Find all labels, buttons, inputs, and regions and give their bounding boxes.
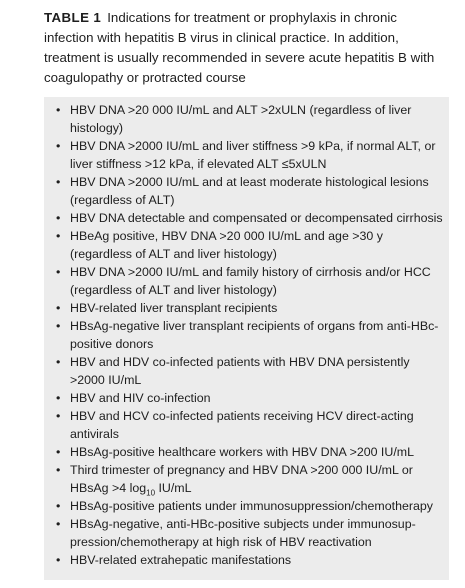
list-item-text: HBsAg-positive healthcare workers with HBV DNA >200 IU/mL — [70, 445, 414, 459]
bullet-icon: • — [56, 445, 61, 459]
list-item — [56, 101, 443, 137]
list-item-text: HBV-related liver transplant recipients — [70, 301, 278, 315]
list-item-text: Third trimester of pregnancy and HBV DNA >200 000 IU/mL or HBsAg >4 log — [70, 463, 413, 495]
list-item — [56, 263, 443, 299]
list-item — [56, 137, 443, 173]
bullet-icon: • — [56, 229, 61, 243]
list-item-text: HBsAg-positive patients under immunosuppression/chemotherapy — [70, 499, 433, 513]
bullet-icon: • — [56, 517, 61, 531]
list-item-text: HBsAg-negative, anti-HBc-positive subjects under immunosup-pression/chemotherapy at high risk of HBV reactivation — [70, 517, 416, 549]
list-item — [56, 443, 443, 461]
bullet-icon: • — [56, 391, 61, 405]
list-item — [56, 407, 443, 443]
list-item — [56, 227, 443, 263]
table-caption-text: Indications for treatment or prophylaxis in chronic infection with hepatitis B virus in clinical practice. In addition, treatment is usually recommended in severe acute hepatitis B with coagulopathy or protracted course — [44, 10, 435, 85]
list-item — [56, 299, 443, 317]
list-item — [56, 173, 443, 209]
list-item — [56, 497, 443, 515]
bullet-icon: • — [56, 301, 61, 315]
list-item-text: HBV-related extrahepatic manifestations — [70, 553, 292, 567]
list-item-text: HBV and HIV co-infection — [70, 391, 211, 405]
list-item — [56, 389, 443, 407]
bullet-icon: • — [56, 139, 61, 153]
list-item-text: HBV and HCV co-infected patients receiving HCV direct-acting antivirals — [70, 409, 414, 441]
list-item-text: HBV DNA >2000 IU/mL and at least moderate histological lesions (regardless of ALT) — [70, 175, 429, 207]
bullet-icon: • — [56, 409, 61, 423]
list-item-text-end: IU/mL — [155, 481, 192, 495]
list-item — [56, 209, 443, 227]
list-item — [56, 551, 443, 569]
list-item-text: HBV DNA >2000 IU/mL and liver stiffness >9 kPa, if normal ALT, or liver stiffness >12 kPa, if elevated ALT ≤5xULN — [70, 139, 436, 171]
bullet-icon: • — [56, 103, 61, 117]
list-item-text: HBV DNA >20 000 IU/mL and ALT >2xULN (regardless of liver histology) — [70, 103, 412, 135]
table-caption — [44, 8, 444, 88]
list-item-text: HBV DNA detectable and compensated or decompensated cirrhosis — [70, 211, 443, 225]
list-item — [56, 515, 443, 551]
bullet-icon: • — [56, 265, 61, 279]
list-item — [56, 353, 443, 389]
table-label: TABLE 1 — [44, 10, 102, 25]
list-item-text: HBeAg positive, HBV DNA >20 000 IU/mL and age >30 y (regardless of ALT and liver histology) — [70, 229, 383, 261]
bullet-icon: • — [56, 211, 61, 225]
indication-list — [56, 101, 443, 569]
bullet-icon: • — [56, 175, 61, 189]
table-body — [44, 97, 449, 580]
bullet-icon: • — [56, 319, 61, 333]
list-item — [56, 461, 443, 497]
bullet-icon: • — [56, 553, 61, 567]
bullet-icon: • — [56, 463, 61, 477]
list-item-text: HBsAg-negative liver transplant recipients of organs from anti-HBc-positive donors — [70, 319, 439, 351]
list-item — [56, 317, 443, 353]
bullet-icon: • — [56, 355, 61, 369]
list-item-text: HBV and HDV co-infected patients with HBV DNA persistently >2000 IU/mL — [70, 355, 410, 387]
bullet-icon: • — [56, 499, 61, 513]
list-item-text: HBV DNA >2000 IU/mL and family history of cirrhosis and/or HCC (regardless of ALT and liver histology) — [70, 265, 431, 297]
subscript: 10 — [146, 488, 156, 498]
